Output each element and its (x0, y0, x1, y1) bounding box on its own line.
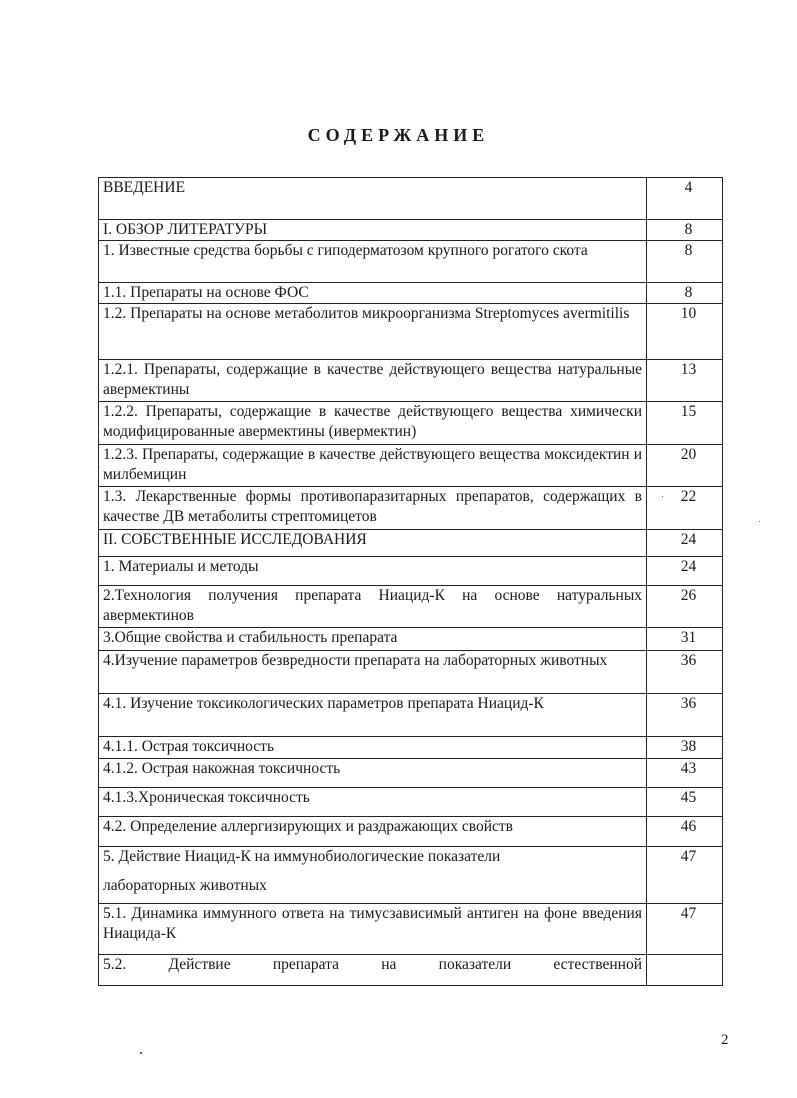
toc-entry-title: 4.Изучение параметров безвредности препарата на лабораторных животных (99, 651, 647, 694)
toc-entry-page: 8 (647, 283, 723, 304)
toc-entry-page: 36 (647, 694, 723, 737)
toc-row (99, 694, 723, 737)
toc-entry-title: 1.1. Препараты на основе ФОС (99, 283, 647, 304)
toc-row (99, 304, 723, 360)
toc-row (99, 360, 723, 402)
page-title: СОДЕРЖАНИЕ (307, 125, 490, 145)
toc-row (99, 788, 723, 817)
toc-row (99, 220, 723, 241)
toc-row (99, 628, 723, 651)
toc-entry-page: 24 (647, 530, 723, 557)
toc-entry-page: 22 (647, 487, 723, 530)
toc-entry-page: 10 (647, 304, 723, 360)
toc-row (99, 402, 723, 445)
toc-entry-title: 4.2. Определение аллергизирующих и раздражающих свойств (99, 817, 647, 847)
toc-row (99, 847, 723, 904)
toc-entry-title: II. СОБСТВЕННЫЕ ИССЛЕДОВАНИЯ (99, 530, 647, 557)
toc-entry-title-line: лабораторных животных (103, 877, 267, 894)
toc-entry-page: 47 (647, 847, 723, 904)
toc-entry-page: 46 (647, 817, 723, 847)
table-of-contents (98, 177, 723, 986)
scan-speck (662, 496, 663, 497)
toc-entry-title: 4.1. Изучение токсикологических параметров препарата Ниацид-К (99, 694, 647, 737)
toc-row (99, 445, 723, 487)
toc-row (99, 651, 723, 694)
toc-entry-title: ВВЕДЕНИЕ (99, 178, 647, 220)
toc-entry-title: 3.Общие свойства и стабильность препарата (99, 628, 647, 651)
toc-row (99, 178, 723, 220)
toc-entry-page: 4 (647, 178, 723, 220)
toc-row (99, 530, 723, 557)
toc-entry-title: 1.2.3. Препараты, содержащие в качестве действующего вещества моксидектин и милбемицин (99, 445, 647, 487)
toc-entry-page: 13 (647, 360, 723, 402)
toc-entry-page: 36 (647, 651, 723, 694)
page-number: 2 (721, 1032, 729, 1048)
toc-row (99, 557, 723, 586)
toc-row (99, 283, 723, 304)
toc-entry-title: 1.2. Препараты на основе метаболитов микроорганизма Streptomyces avermitilis (99, 304, 647, 360)
toc-row (99, 817, 723, 847)
toc-entry-page: 31 (647, 628, 723, 651)
toc-entry-page: 8 (647, 241, 723, 283)
toc-row (99, 759, 723, 788)
toc-entry-title: I. ОБЗОР ЛИТЕРАТУРЫ (99, 220, 647, 241)
toc-entry-title: 4.1.2. Острая накожная токсичность (99, 759, 647, 788)
toc-row (99, 955, 723, 986)
toc-entry-page: 26 (647, 586, 723, 628)
toc-entry-title: 1.3. Лекарственные формы противопаразитарных препаратов, содержащих в качестве ДВ метаболиты стрептомицетов (99, 487, 647, 530)
toc-entry-page: 45 (647, 788, 723, 817)
toc-entry-page: 47 (647, 904, 723, 955)
toc-entry-page: 20 (647, 445, 723, 487)
toc-entry-page: 15 (647, 402, 723, 445)
toc-entry-title: 2.Технология получения препарата Ниацид-К на основе натуральных авермектинов (99, 586, 647, 628)
toc-entry-page: 8 (647, 220, 723, 241)
toc-entry-page: 24 (647, 557, 723, 586)
toc-entry-page (647, 955, 723, 986)
toc-entry-page: 43 (647, 759, 723, 788)
toc-entry-page: 38 (647, 737, 723, 759)
toc-entry-title: 1. Материалы и методы (99, 557, 647, 586)
toc-entry-title (99, 847, 647, 904)
toc-entry-title: 4.1.1. Острая токсичность (99, 737, 647, 759)
toc-entry-title: 1.2.1. Препараты, содержащие в качестве действующего вещества натуральные авермектины (99, 360, 647, 402)
toc-row (99, 586, 723, 628)
toc-entry-title: 1.2.2. Препараты, содержащие в качестве действующего вещества химически модифицированные авермектины (ивермектин) (99, 402, 647, 445)
scan-speck (140, 1052, 142, 1054)
toc-entry-title: 5.2. Действие препарата на показатели естественной (99, 955, 647, 986)
toc-entry-title-line: 5. Действие Ниацид-К на иммунобиологические показатели (103, 848, 501, 865)
toc-row (99, 487, 723, 530)
toc-entry-title: 5.1. Динамика иммунного ответа на тимусзависимый антиген на фоне введения Ниацида-К (99, 904, 647, 955)
scan-speck (759, 521, 760, 522)
toc-entry-title: 1. Известные средства борьбы с гиподерматозом крупного рогатого скота (99, 241, 647, 283)
toc-row (99, 904, 723, 955)
toc-entry-title: 4.1.3.Хроническая токсичность (99, 788, 647, 817)
toc-row (99, 737, 723, 759)
toc-row (99, 241, 723, 283)
